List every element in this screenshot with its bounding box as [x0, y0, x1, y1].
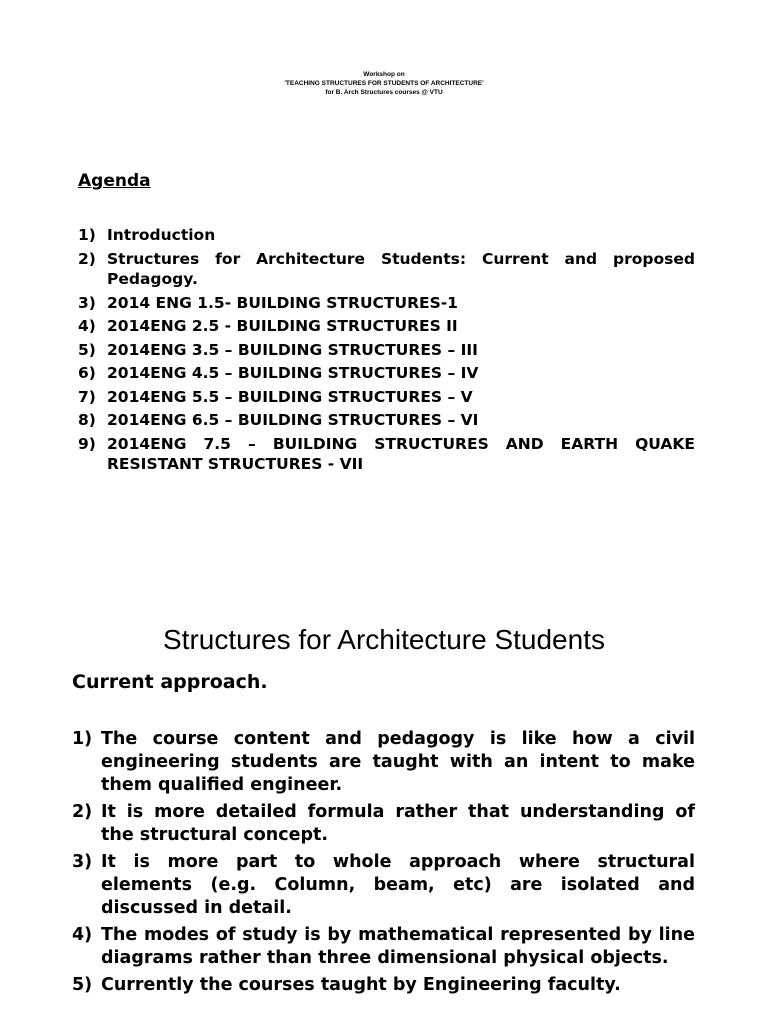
- agenda-item-number: 2): [78, 249, 96, 268]
- workshop-header: [0, 70, 768, 97]
- approach-item: [72, 728, 695, 797]
- agenda-item: [78, 363, 695, 384]
- agenda-item-number: 5): [78, 340, 96, 359]
- agenda-item-number: 9): [78, 434, 96, 453]
- approach-list: [72, 728, 695, 1001]
- approach-item-number: 5): [72, 975, 93, 995]
- approach-item-text: It is more detailed formula rather that understanding of the structural concept.: [101, 802, 695, 845]
- agenda-item-text: 2014ENG 3.5 – BUILDING STRUCTURES – III: [107, 340, 478, 359]
- agenda-item-number: 1): [78, 226, 96, 244]
- approach-item: [72, 924, 695, 970]
- agenda-list: [78, 225, 695, 478]
- agenda-item-text: 2014ENG 4.5 – BUILDING STRUCTURES – IV: [107, 364, 479, 382]
- approach-item-number: 1): [72, 729, 93, 749]
- header-line-3: for B. Arch Structures courses @ VTU: [325, 89, 443, 96]
- agenda-item: [78, 340, 695, 361]
- agenda-item-text: 2014 ENG 1.5- BUILDING STRUCTURES-1: [107, 293, 458, 312]
- agenda-heading: Agenda: [78, 171, 151, 191]
- current-approach-heading: Current approach.: [72, 671, 268, 693]
- agenda-item-number: 8): [78, 411, 96, 429]
- approach-item-number: 3): [72, 852, 93, 872]
- approach-item-number: 4): [72, 925, 93, 945]
- agenda-item-text: 2014ENG 6.5 – BUILDING STRUCTURES – VI: [107, 411, 479, 429]
- approach-item: [72, 974, 695, 997]
- agenda-item-text: 2014ENG 2.5 - BUILDING STRUCTURES II: [107, 317, 458, 335]
- approach-item-text: It is more part to whole approach where structural elements (e.g. Column, beam, etc) are isolated and discussed in detail.: [101, 852, 695, 918]
- section-title: Structures for Architecture Students: [163, 624, 605, 655]
- agenda-item-text: Structures for Architecture Students: Current and proposed Pedagogy.: [107, 249, 695, 288]
- agenda-item-number: 4): [78, 317, 96, 335]
- agenda-item: [78, 387, 695, 408]
- approach-item-text: The modes of study is by mathematical represented by line diagrams rather than three dimensional physical objects.: [101, 925, 695, 968]
- approach-item: [72, 801, 695, 847]
- agenda-item: [78, 410, 695, 431]
- agenda-item: [78, 316, 695, 337]
- agenda-item-text: Introduction: [107, 226, 216, 244]
- approach-item-text: Currently the courses taught by Engineering faculty.: [101, 975, 621, 995]
- agenda-item: [78, 225, 695, 246]
- header-line-1: Workshop on: [363, 71, 405, 78]
- agenda-item: [78, 434, 695, 475]
- approach-item-number: 2): [72, 802, 93, 822]
- approach-item: [72, 851, 695, 920]
- agenda-item: [78, 293, 695, 314]
- agenda-item: [78, 249, 695, 290]
- header-line-2: 'TEACHING STRUCTURES FOR STUDENTS OF ARCHITECTURE': [284, 80, 484, 87]
- approach-item-text: The course content and pedagogy is like how a civil engineering students are taught with an intent to make them qualified engineer.: [101, 729, 695, 795]
- agenda-item-number: 3): [78, 293, 96, 312]
- agenda-item-text: 2014ENG 5.5 – BUILDING STRUCTURES – V: [107, 387, 473, 406]
- agenda-item-number: 7): [78, 387, 96, 406]
- agenda-item-number: 6): [78, 364, 96, 382]
- agenda-item-text: 2014ENG 7.5 – BUILDING STRUCTURES AND EARTH QUAKE RESISTANT STRUCTURES - VII: [107, 434, 695, 473]
